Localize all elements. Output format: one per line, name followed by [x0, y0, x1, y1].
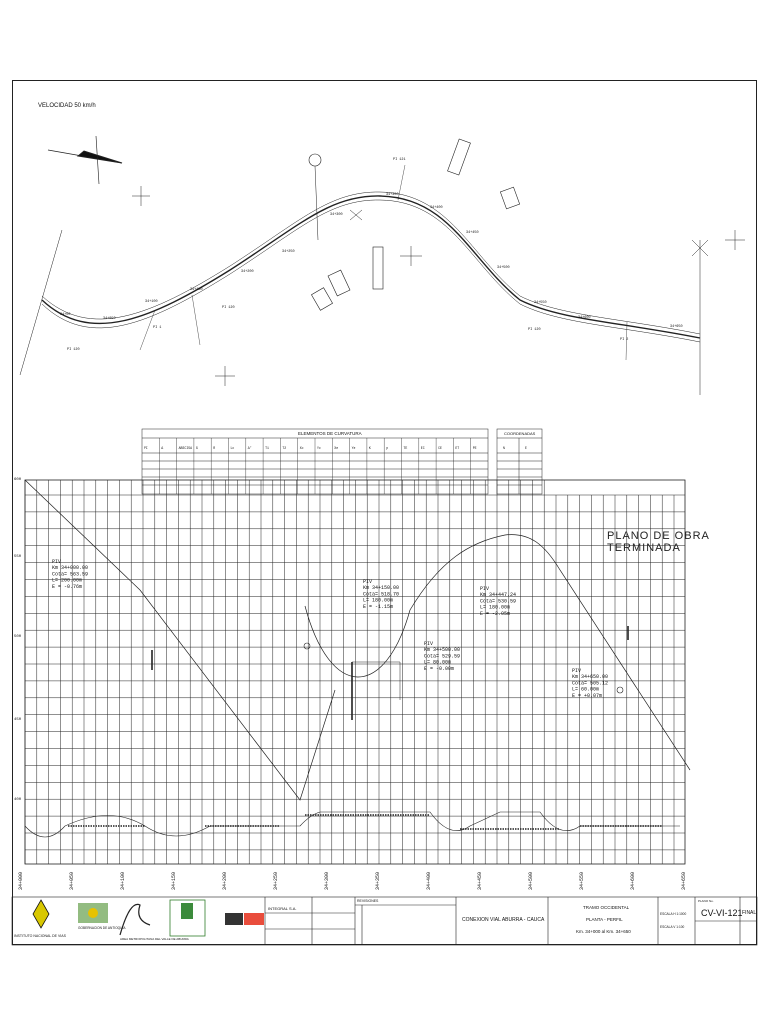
station-label: 34+500: [528, 871, 534, 890]
table-header-cell: p: [386, 446, 389, 450]
svg-text:Km 34+150.00: Km 34+150.00: [363, 585, 400, 592]
design-speed-label: VELOCIDAD 50 km/h: [38, 103, 96, 109]
table-header-cell: N: [503, 446, 505, 450]
north-arrow-icon: [48, 136, 122, 184]
station-label: 34+650: [681, 871, 687, 890]
table-header-cell: K: [368, 446, 371, 450]
road-alignment: [42, 196, 700, 338]
scale-v: ESCALA V 1:100: [660, 925, 685, 929]
pi-label: PI 1: [153, 326, 162, 330]
svg-text:34+050: 34+050: [103, 317, 116, 321]
station-label: 34+400: [426, 871, 432, 890]
svg-text:PIV: PIV: [424, 641, 434, 647]
svg-text:PIV: PIV: [480, 586, 490, 592]
svg-text:34+00: 34+00: [60, 313, 71, 317]
revisions-label: REVISIONES: [357, 899, 379, 903]
designer-label: INTEGRAL S.A.: [268, 906, 297, 911]
elevation-label: 400: [14, 798, 22, 802]
svg-text:34+250: 34+250: [282, 250, 295, 254]
road-edge-right: [42, 200, 700, 342]
profile-grade-line: [25, 480, 335, 800]
svg-text:L= 60.00m: L= 60.00m: [572, 686, 600, 693]
piv-labels: [52, 559, 608, 699]
svg-text:34+100: 34+100: [145, 300, 158, 304]
table-header-cell: EC: [420, 446, 425, 450]
elevation-label: 550: [14, 555, 22, 559]
table-header-cell: Δ°: [247, 446, 252, 450]
elevation-label: 600: [14, 478, 22, 482]
table-header-cell: PE: [472, 446, 477, 450]
station-label: 34+350: [375, 871, 381, 890]
svg-text:34+400: 34+400: [430, 206, 443, 210]
svg-text:PIV: PIV: [52, 559, 62, 565]
svg-text:Cota= 529.59: Cota= 529.59: [424, 653, 461, 660]
svg-text:L= 80.00m: L= 80.00m: [424, 659, 452, 666]
svg-text:34+200: 34+200: [241, 270, 254, 274]
org3-label: AREA METROPOLITANA DEL VALLE DE ABURRA: [120, 937, 189, 941]
table-header-cell: Δ: [161, 446, 164, 450]
table-header-cell: CE: [438, 446, 442, 450]
coord-table-title: COORDENADAS: [504, 431, 536, 436]
table-header-cell: Lc: [230, 446, 235, 450]
org2-label: GOBERNACION DE ANTIOQUIA: [78, 926, 126, 930]
plan-title: PLANO DE OBRA TERMINADA: [607, 530, 710, 554]
svg-text:34+550: 34+550: [534, 301, 547, 305]
logos: [33, 900, 264, 936]
svg-text:PIV: PIV: [363, 579, 373, 585]
road-edge-left: [42, 192, 700, 334]
table-header-cell: Xe: [334, 446, 339, 450]
pi-label: PI 121: [393, 158, 406, 162]
svg-text:34+600: 34+600: [578, 316, 591, 320]
pi-label: PI 120: [67, 348, 80, 352]
station-label: 34+250: [273, 871, 279, 890]
plan-view: [20, 136, 745, 395]
piv-label-pv5: [572, 668, 608, 699]
pi-label: PI 120: [222, 306, 235, 310]
station-label: 34+300: [324, 871, 330, 890]
profile-frame: [25, 480, 685, 864]
sheet-number: CV-VI-121: [701, 908, 743, 918]
invias-logo-icon: [33, 900, 49, 928]
table-header-cell: Yc: [317, 446, 321, 450]
svg-text:L= 200.00m: L= 200.00m: [52, 577, 83, 584]
piv-label-pv3: [480, 586, 516, 617]
revision-status: FINAL: [742, 910, 757, 916]
svg-text:Km 34+000.00: Km 34+000.00: [52, 565, 89, 572]
svg-text:E = -2.05m: E = -2.05m: [480, 610, 511, 617]
project-name: CONEXION VIAL ABURRA - CAUCA: [462, 917, 545, 923]
svg-text:34+150: 34+150: [190, 288, 203, 292]
pi-label: PI 120: [528, 328, 541, 332]
station-label: 34+050: [69, 871, 75, 890]
svg-text:34+350: 34+350: [386, 193, 399, 197]
station-label: 34+550: [579, 871, 585, 890]
station-label: 34+000: [18, 871, 24, 890]
tangent-line: [20, 230, 62, 375]
svg-text:PIV: PIV: [572, 668, 582, 674]
elevation-labels: [14, 478, 22, 802]
plan-annotations: [60, 158, 683, 352]
svg-text:L= 180.00m: L= 180.00m: [363, 597, 394, 604]
piv-label-pv4: [424, 641, 460, 672]
svg-text:E = -1.15m: E = -1.15m: [363, 603, 394, 610]
table-header-cell: ABSCISA: [178, 446, 192, 450]
vertical-curve-2: [305, 535, 690, 770]
station-label: 34+200: [222, 871, 228, 890]
table-header-cell: TE: [403, 446, 408, 450]
piv-label-pv2: [363, 579, 399, 610]
table-header-cell: PI: [144, 446, 148, 450]
svg-text:34+500: 34+500: [497, 266, 510, 270]
station-labels: [18, 872, 687, 890]
curve-table-columns: [144, 438, 527, 494]
table-header-cell: G: [195, 446, 198, 450]
pi-label: PI 2: [620, 338, 629, 342]
svg-text:34+450: 34+450: [466, 231, 479, 235]
svg-text:Km 34+650.00: Km 34+650.00: [572, 674, 609, 681]
station-range: Km. 34+000 al Km. 34+650: [576, 929, 631, 934]
svg-text:34+650: 34+650: [670, 325, 683, 329]
profile-curves: [25, 480, 690, 837]
elevation-label: 500: [14, 635, 22, 639]
svg-text:Cota= 530.59: Cota= 530.59: [480, 598, 517, 605]
table-header-cell: R: [213, 446, 216, 450]
svg-text:Km 34+447.24: Km 34+447.24: [480, 592, 517, 599]
table-header-cell: ET: [455, 446, 460, 450]
svg-text:Cota= 563.59: Cota= 563.59: [52, 571, 89, 578]
svg-text:E = +0.07m: E = +0.07m: [572, 692, 603, 699]
table-header-cell: T1: [265, 446, 269, 450]
svg-text:E = -0.76m: E = -0.76m: [52, 583, 83, 590]
station-label: 34+150: [171, 871, 177, 890]
profile-grid: [25, 480, 685, 864]
svg-text:Cota= 518.70: Cota= 518.70: [363, 591, 400, 598]
svg-text:E = -0.00m: E = -0.00m: [424, 665, 455, 672]
table-header-cell: Ye: [351, 446, 356, 450]
station-label: 34+100: [120, 871, 126, 890]
table-header-cell: Xc: [299, 446, 304, 450]
sheet-number-label: PLANO No.: [698, 899, 714, 903]
svg-text:34+300: 34+300: [330, 213, 343, 217]
station-label: 34+600: [630, 871, 636, 890]
svg-text:Cota= 505.12: Cota= 505.12: [572, 680, 609, 687]
sector-name: TRAMO OCCIDENTAL: [583, 905, 630, 910]
svg-text:Km 34+500.00: Km 34+500.00: [424, 647, 461, 654]
station-label: 34+450: [477, 871, 483, 890]
piv-label-pv1: [52, 559, 88, 590]
scale-h: ESCALA H 1:1000: [660, 912, 687, 916]
svg-text:L= 180.00m: L= 180.00m: [480, 604, 511, 611]
amva-logo-icon: [120, 904, 150, 935]
table-header-cell: T2: [282, 446, 287, 450]
org1-label: INSTITUTO NACIONAL DE VIAS: [14, 934, 66, 938]
elevation-label: 450: [14, 718, 22, 722]
curve-table-title: ELEMENTOS DE CURVATURA: [298, 431, 362, 436]
table-header-cell: E: [525, 446, 527, 450]
sheet-type: PLANTA - PERFIL: [586, 917, 623, 922]
